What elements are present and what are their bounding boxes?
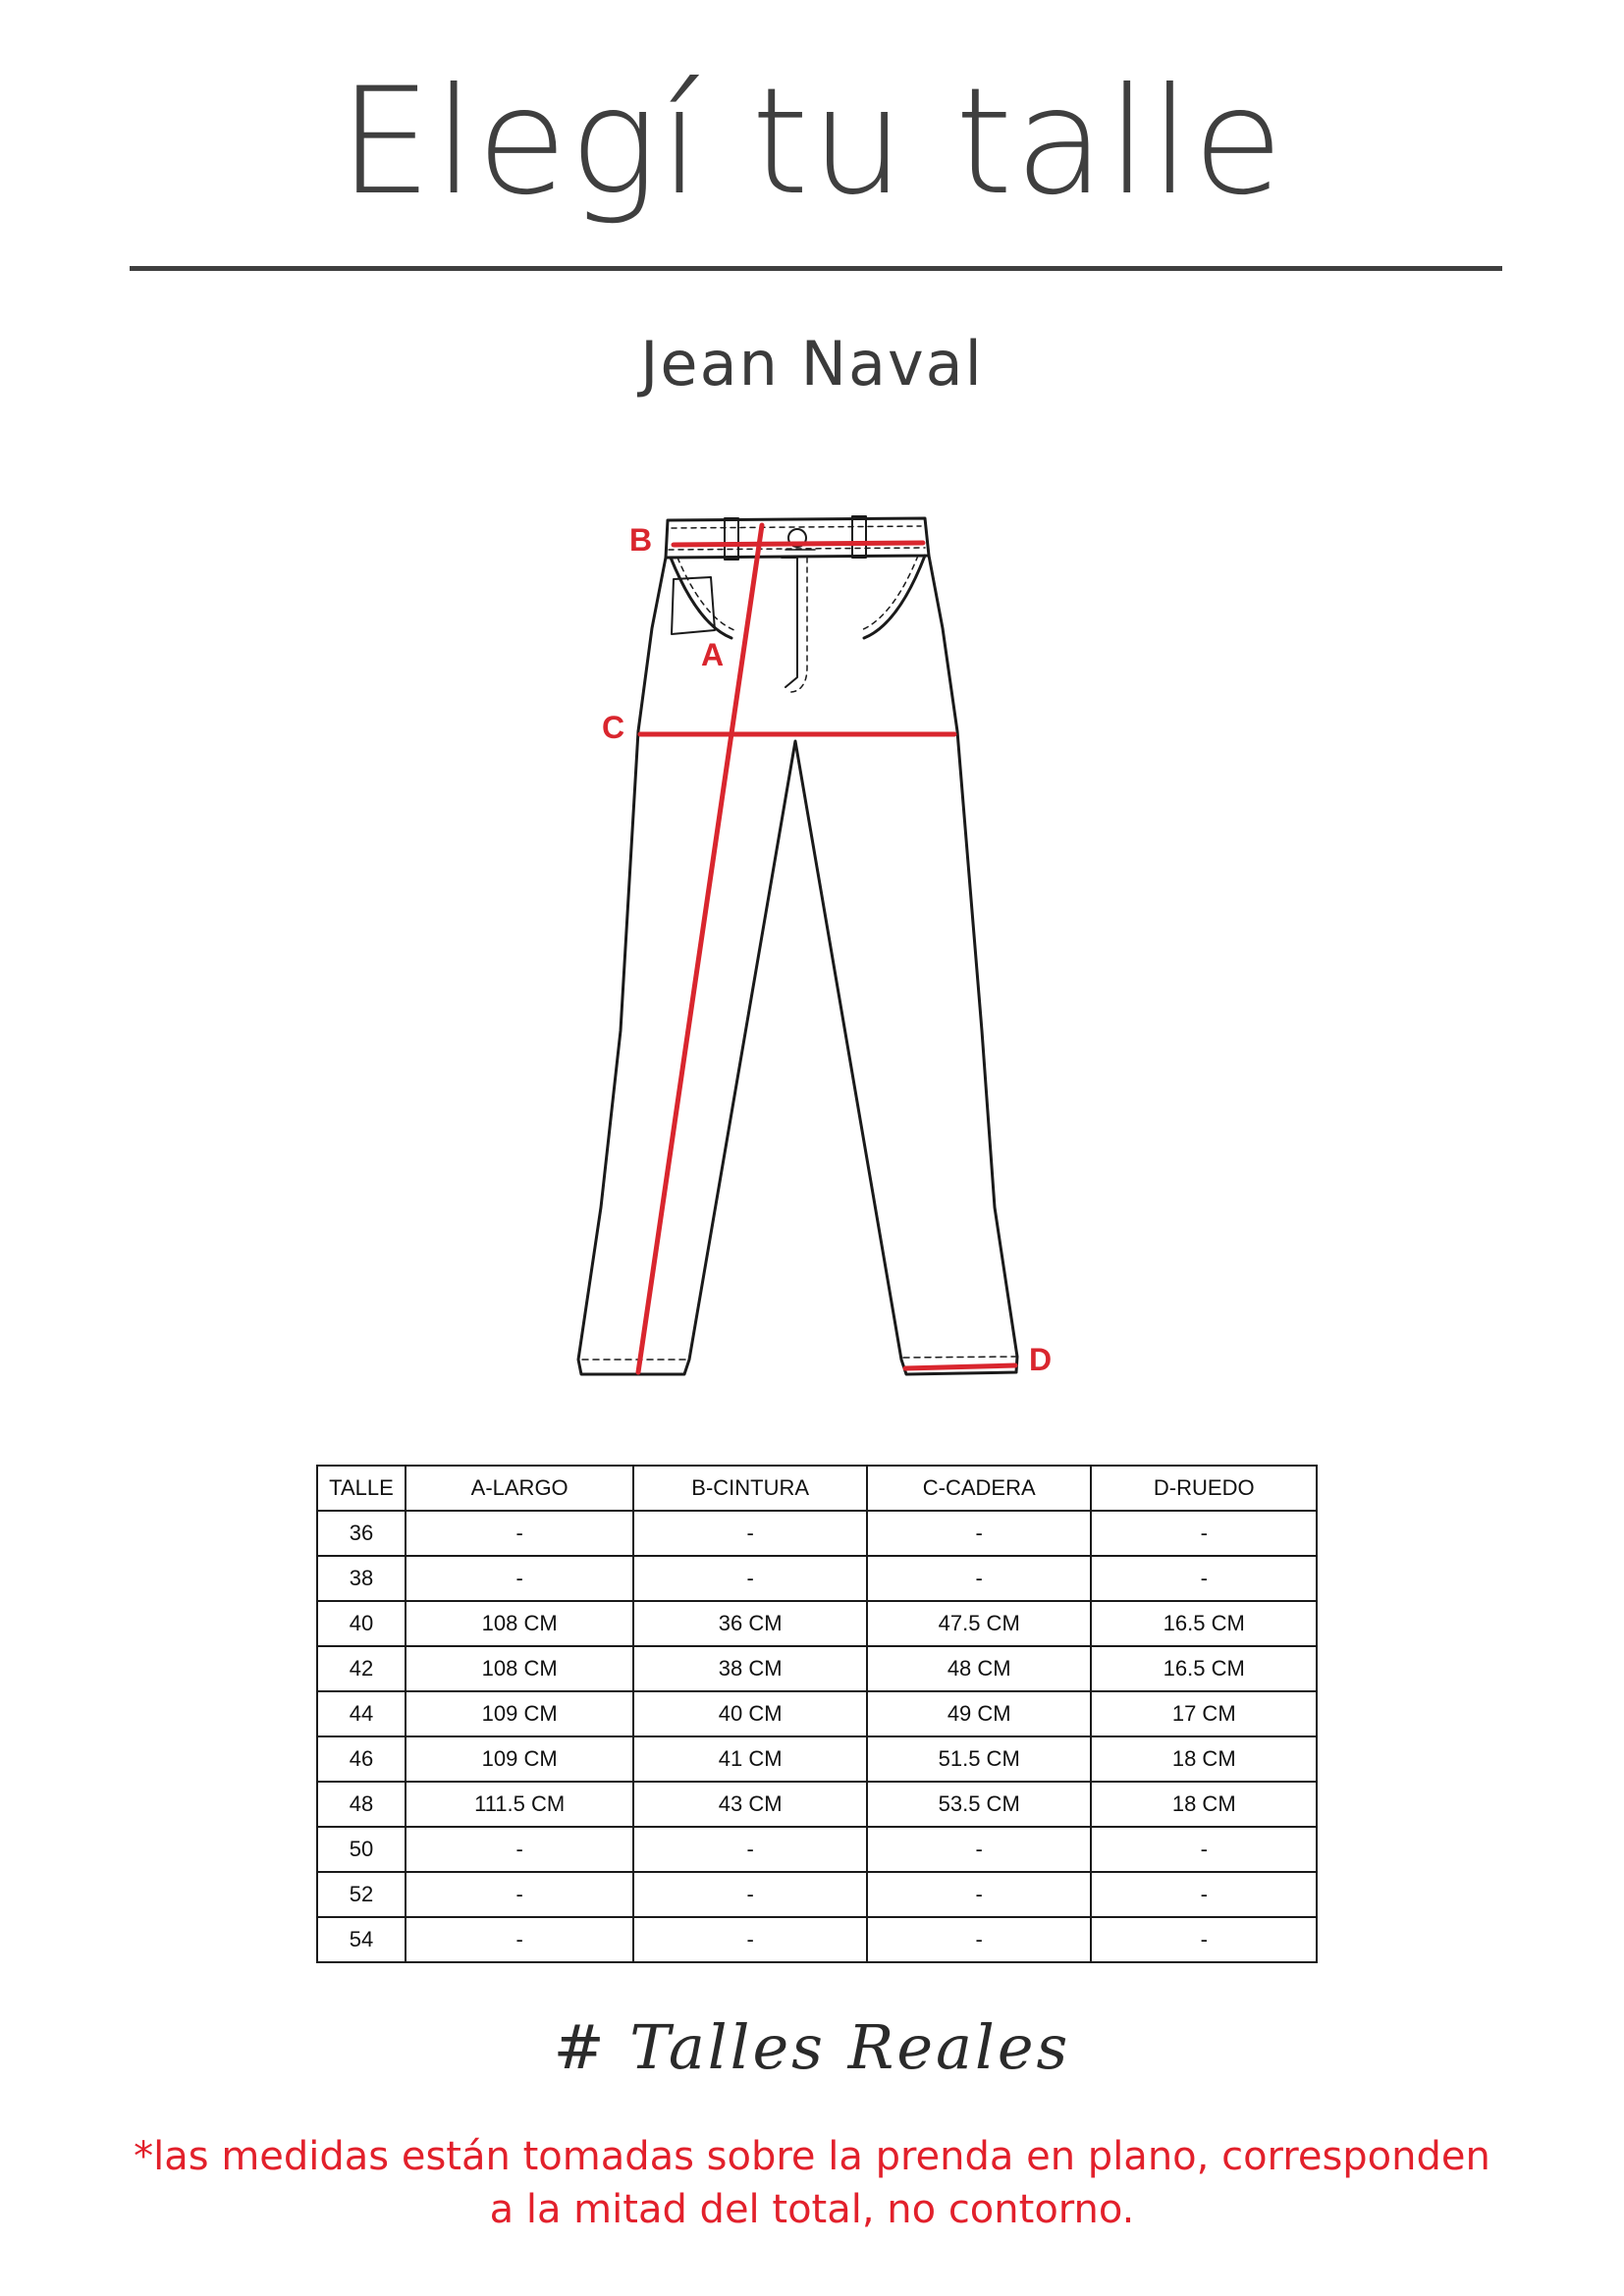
- table-header-row: [317, 1466, 1317, 1511]
- table-cell: 18 CM: [1091, 1736, 1317, 1782]
- measure-b-waist: [674, 543, 923, 545]
- table-row: [317, 1736, 1317, 1782]
- size-table: [316, 1465, 1318, 1963]
- table-cell: 109 CM: [406, 1736, 633, 1782]
- hashtag-talles-reales: # Talles Reales: [553, 2011, 1071, 2083]
- table-cell: -: [406, 1556, 633, 1601]
- header-d-ruedo: D-RUEDO: [1091, 1466, 1317, 1511]
- table-row: [317, 1556, 1317, 1601]
- table-row: [317, 1511, 1317, 1556]
- table-cell: -: [633, 1556, 867, 1601]
- table-cell: 53.5 CM: [867, 1782, 1092, 1827]
- table-cell: 16.5 CM: [1091, 1601, 1317, 1646]
- table-cell: 43 CM: [633, 1782, 867, 1827]
- measure-a-length: [638, 525, 762, 1372]
- table-cell: 18 CM: [1091, 1782, 1317, 1827]
- table-cell: -: [406, 1511, 633, 1556]
- jeans-outline-icon: [578, 516, 1017, 1374]
- table-cell: 54: [317, 1917, 406, 1962]
- table-row: [317, 1646, 1317, 1691]
- table-cell: 41 CM: [633, 1736, 867, 1782]
- table-cell: 17 CM: [1091, 1691, 1317, 1736]
- table-cell: -: [633, 1827, 867, 1872]
- header-b-cintura: B-CINTURA: [633, 1466, 867, 1511]
- table-row: [317, 1827, 1317, 1872]
- table-cell: 40 CM: [633, 1691, 867, 1736]
- table-cell: -: [1091, 1872, 1317, 1917]
- table-cell: -: [867, 1511, 1092, 1556]
- table-cell: 50: [317, 1827, 406, 1872]
- table-cell: 109 CM: [406, 1691, 633, 1736]
- table-cell: -: [1091, 1827, 1317, 1872]
- label-b: B: [629, 522, 653, 558]
- measure-d-hem: [905, 1365, 1015, 1368]
- table-cell: 48: [317, 1782, 406, 1827]
- product-name: Jean Naval: [640, 328, 984, 400]
- table-cell: 52: [317, 1872, 406, 1917]
- table-row: [317, 1872, 1317, 1917]
- measurement-note: [0, 2130, 1624, 2236]
- label-d: D: [1029, 1342, 1053, 1377]
- header-talle: TALLE: [317, 1466, 406, 1511]
- page-title: Elegí tu talle: [338, 57, 1286, 228]
- table-cell: -: [406, 1827, 633, 1872]
- table-cell: -: [1091, 1917, 1317, 1962]
- table-row: [317, 1691, 1317, 1736]
- table-cell: -: [867, 1827, 1092, 1872]
- label-a: A: [701, 637, 725, 672]
- table-cell: 49 CM: [867, 1691, 1092, 1736]
- table-cell: -: [1091, 1556, 1317, 1601]
- measurement-lines: [638, 525, 1015, 1372]
- table-cell: -: [633, 1917, 867, 1962]
- table-cell: 47.5 CM: [867, 1601, 1092, 1646]
- table-cell: 51.5 CM: [867, 1736, 1092, 1782]
- table-cell: 38 CM: [633, 1646, 867, 1691]
- table-cell: -: [633, 1511, 867, 1556]
- table-cell: 48 CM: [867, 1646, 1092, 1691]
- table-cell: 42: [317, 1646, 406, 1691]
- table-cell: 16.5 CM: [1091, 1646, 1317, 1691]
- table-cell: -: [867, 1917, 1092, 1962]
- table-cell: 46: [317, 1736, 406, 1782]
- table-cell: -: [1091, 1511, 1317, 1556]
- table-cell: -: [867, 1872, 1092, 1917]
- header-c-cadera: C-CADERA: [867, 1466, 1092, 1511]
- header-a-largo: A-LARGO: [406, 1466, 633, 1511]
- table-cell: -: [867, 1556, 1092, 1601]
- table-cell: 111.5 CM: [406, 1782, 633, 1827]
- table-row: [317, 1601, 1317, 1646]
- note-line-2: a la mitad del total, no contorno.: [489, 2187, 1135, 2232]
- label-c: C: [602, 710, 625, 745]
- table-row: [317, 1917, 1317, 1962]
- table-cell: 36 CM: [633, 1601, 867, 1646]
- table-cell: 38: [317, 1556, 406, 1601]
- table-cell: -: [406, 1872, 633, 1917]
- table-cell: 36: [317, 1511, 406, 1556]
- table-cell: 108 CM: [406, 1601, 633, 1646]
- table-cell: -: [406, 1917, 633, 1962]
- table-cell: -: [633, 1872, 867, 1917]
- table-cell: 44: [317, 1691, 406, 1736]
- table-cell: 108 CM: [406, 1646, 633, 1691]
- table-cell: 40: [317, 1601, 406, 1646]
- table-row: [317, 1782, 1317, 1827]
- note-line-1: *las medidas están tomadas sobre la prenda en plano, corresponden: [134, 2134, 1490, 2179]
